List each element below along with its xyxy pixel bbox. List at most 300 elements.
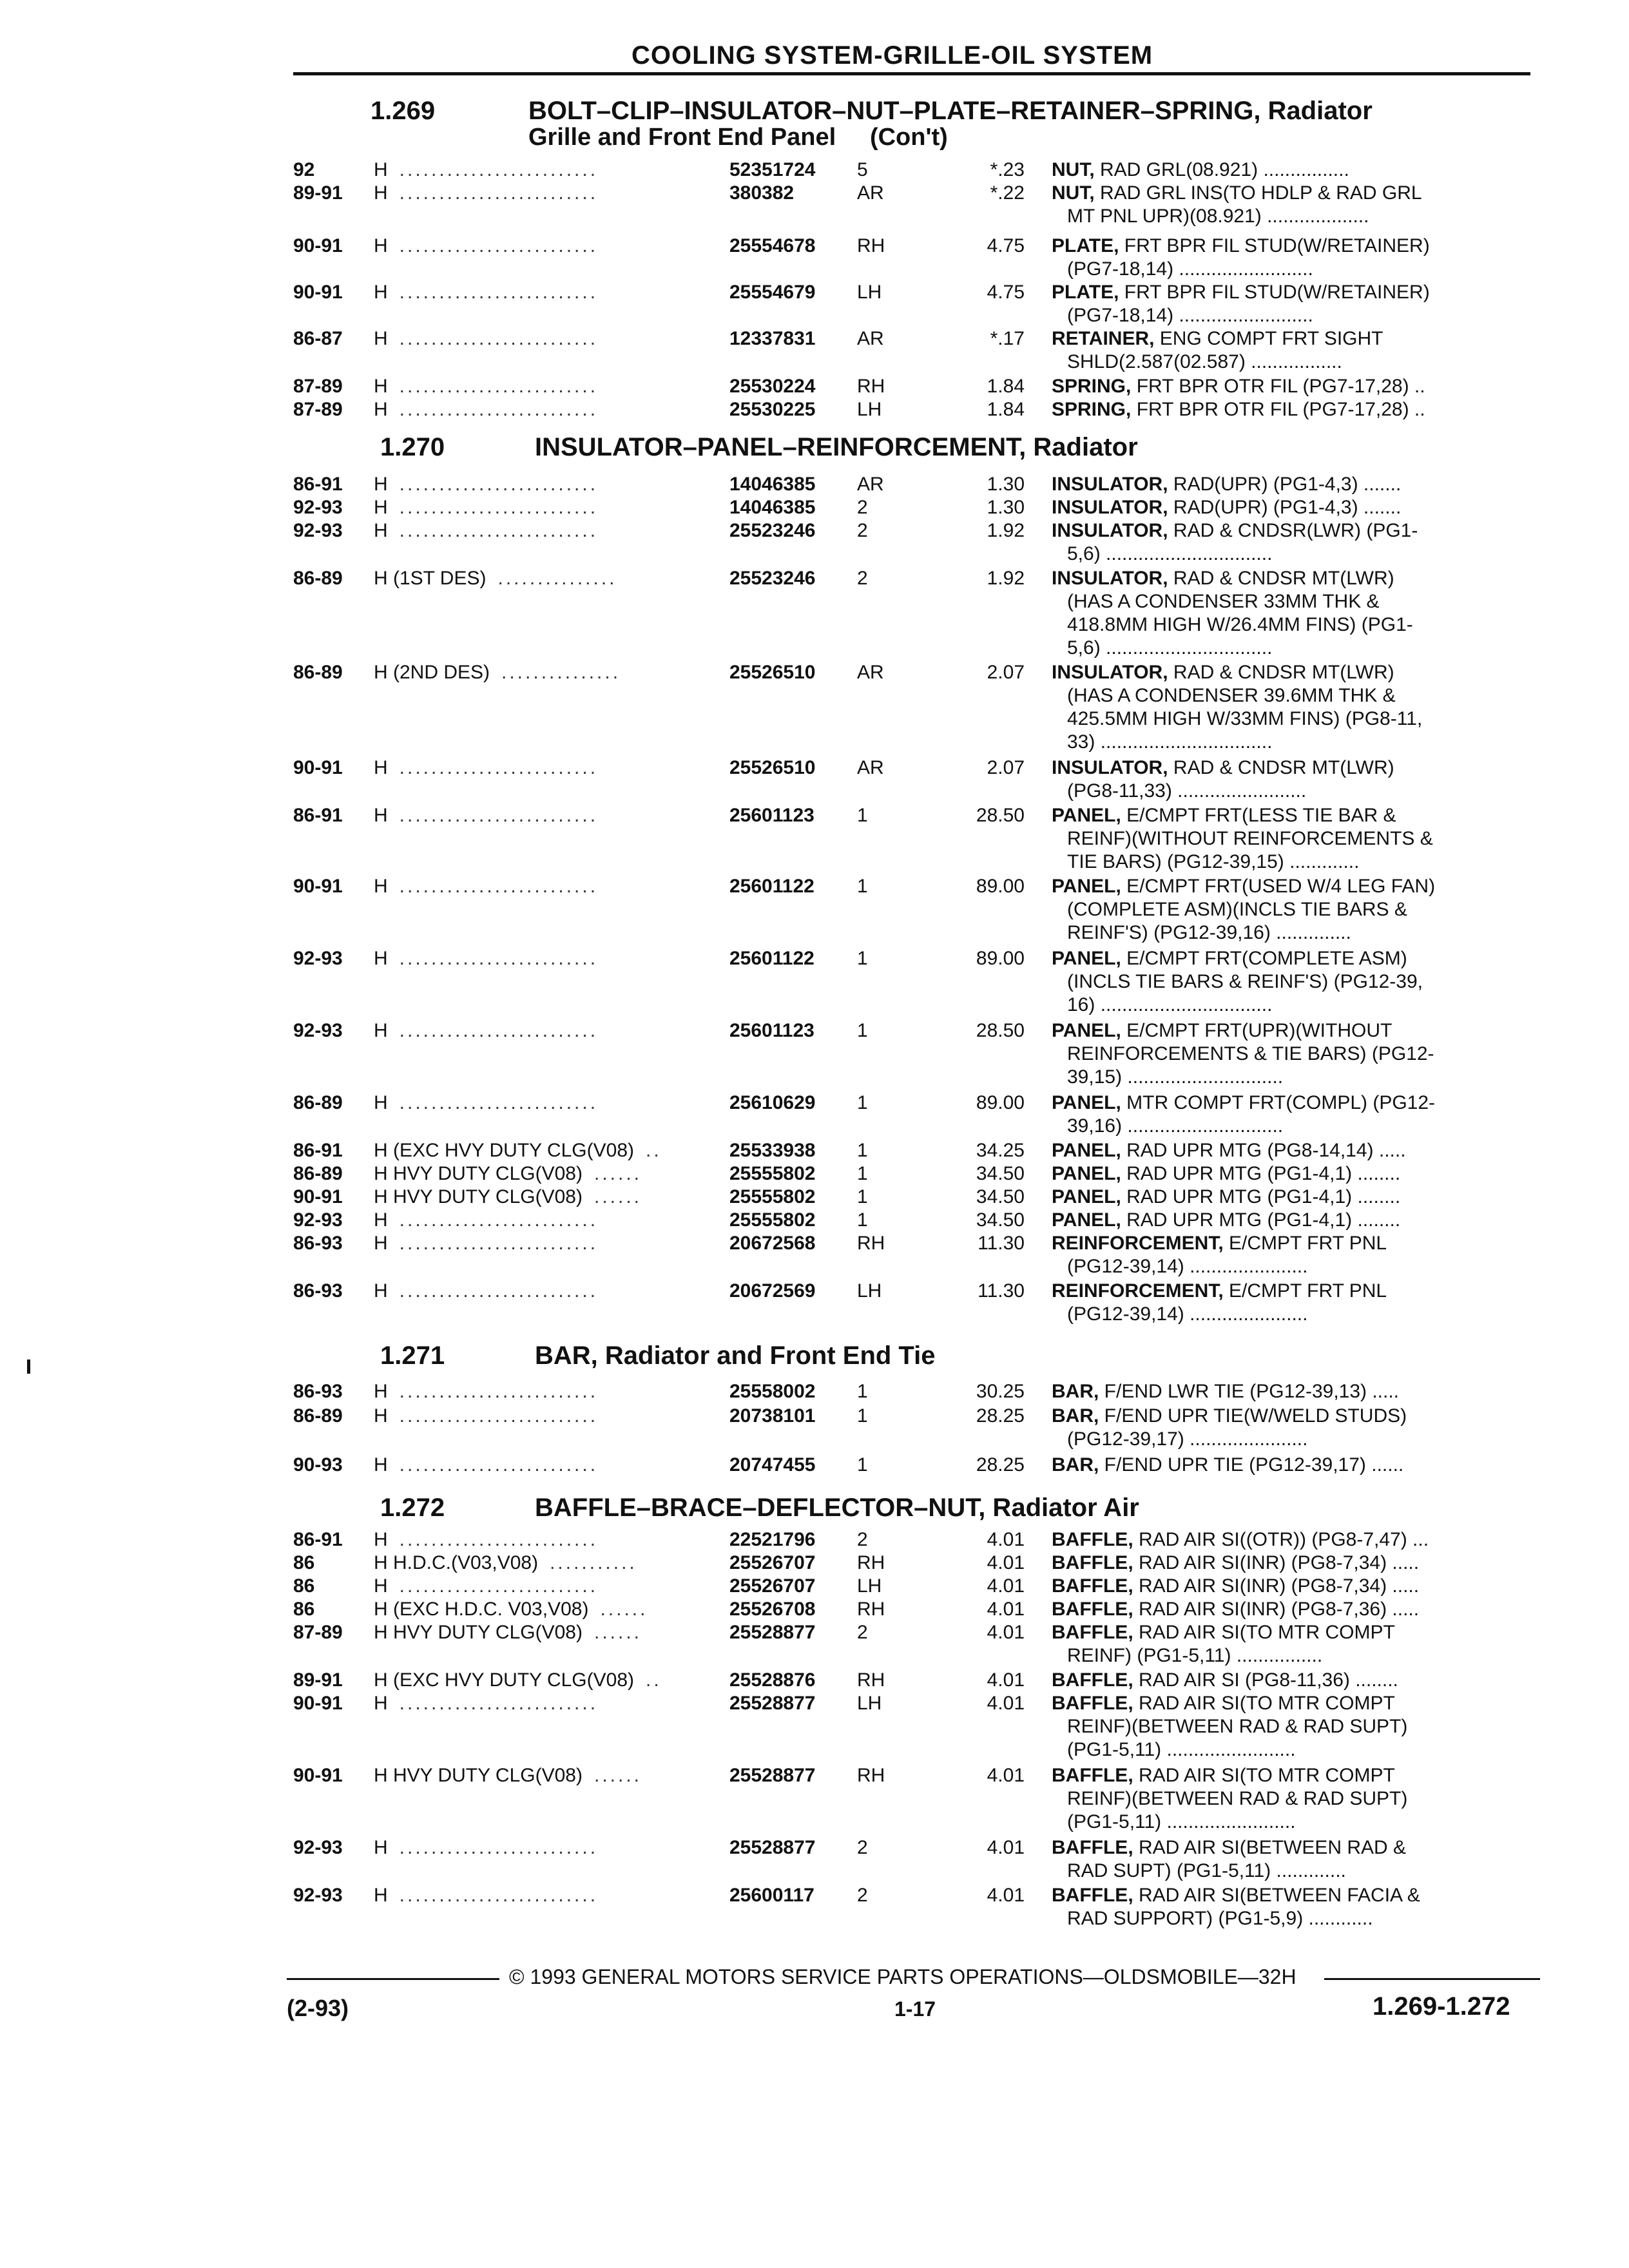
part-name: BAR, xyxy=(1052,1454,1099,1475)
price: 89.00 xyxy=(976,876,1025,897)
part-detail: RAD GRL(08.921) ................ xyxy=(1094,159,1349,180)
quantity: 1 xyxy=(857,948,868,969)
quantity: RH xyxy=(857,1599,885,1620)
part-detail: RAD AIR SI (PG8-11,36) ........ xyxy=(1133,1669,1398,1691)
model-year: 86 xyxy=(293,1552,315,1573)
part-detail: F/END LWR TIE (PG12-39,13) ..... xyxy=(1099,1381,1400,1402)
part-number: 20672569 xyxy=(729,1280,816,1302)
model-year: 90-91 xyxy=(293,282,343,303)
body-style: H HVY DUTY CLG(V08) xyxy=(374,1765,583,1786)
quantity: 1 xyxy=(857,1186,868,1207)
model-year: 86 xyxy=(293,1575,315,1597)
model-year: 92-93 xyxy=(293,1020,343,1041)
price: 4.01 xyxy=(987,1552,1025,1573)
part-detail: RAD AIR SI(INR) (PG8-7,34) ..... xyxy=(1133,1575,1420,1597)
body-style: H (1ST DES) xyxy=(374,568,487,589)
part-name: BAFFLE, xyxy=(1052,1599,1133,1620)
model-year: 86-89 xyxy=(293,1092,343,1113)
part-number: 25528877 xyxy=(729,1693,816,1714)
price: 34.50 xyxy=(976,1163,1025,1184)
body-style: H xyxy=(374,1837,388,1858)
part-name: PLATE, xyxy=(1052,282,1119,303)
leader-dots: ......................... xyxy=(399,1092,599,1113)
description-continuation: (INCLS TIE BARS & REINF'S) (PG12-39, xyxy=(1067,971,1423,992)
leader-dots: ......................... xyxy=(399,282,599,303)
quantity: 2 xyxy=(857,568,868,589)
part-description xyxy=(1052,804,1396,827)
part-name: INSULATOR, xyxy=(1052,474,1168,495)
leader-dots: ...... xyxy=(593,1163,642,1184)
section-title: BOLT–CLIP–INSULATOR–NUT–PLATE–RETAINER–SPRING, Radiator xyxy=(528,97,1373,125)
quantity: 1 xyxy=(857,1020,868,1041)
leader-dots: ...... xyxy=(593,1186,642,1207)
part-description xyxy=(1052,235,1430,258)
body-style: H xyxy=(374,757,388,778)
description-continuation: REINF'S) (PG12-39,16) .............. xyxy=(1067,922,1351,943)
part-name: PANEL, xyxy=(1052,1163,1121,1184)
price: 4.01 xyxy=(987,1575,1025,1597)
price: *.17 xyxy=(990,328,1025,349)
price: 30.25 xyxy=(976,1381,1025,1402)
leader-dots: ...... xyxy=(593,1622,642,1643)
part-number: 25523246 xyxy=(729,568,816,589)
part-name: PANEL, xyxy=(1052,1020,1121,1041)
body-style: H xyxy=(374,182,388,204)
part-name: SPRING, xyxy=(1052,376,1132,397)
leader-dots: ......................... xyxy=(399,474,599,495)
model-year: 89-91 xyxy=(293,1669,343,1691)
body-style: H xyxy=(374,1885,388,1906)
leader-dots: ......................... xyxy=(399,235,599,256)
footer-date: (2-93) xyxy=(287,1995,349,2021)
part-description xyxy=(1052,1598,1419,1621)
model-year: 92-93 xyxy=(293,1885,343,1906)
part-number: 52351724 xyxy=(729,159,816,180)
part-detail: RAD GRL INS(TO HDLP & RAD GRL xyxy=(1094,182,1422,204)
description-continuation: 5,6) ............................... xyxy=(1067,543,1273,564)
quantity: AR xyxy=(857,757,884,778)
model-year: 90-91 xyxy=(293,876,343,897)
part-number: 25601123 xyxy=(729,1020,815,1041)
quantity: RH xyxy=(857,376,885,397)
model-year: 90-93 xyxy=(293,1454,343,1475)
part-detail: E/CMPT FRT(COMPLETE ASM) xyxy=(1121,948,1407,969)
part-detail: E/CMPT FRT PNL xyxy=(1223,1280,1387,1302)
part-detail: E/CMPT FRT PNL xyxy=(1223,1233,1387,1254)
price: 89.00 xyxy=(976,1092,1025,1113)
quantity: RH xyxy=(857,1233,885,1254)
part-description xyxy=(1052,1692,1395,1715)
price: 1.92 xyxy=(987,520,1025,541)
part-description xyxy=(1052,1528,1429,1552)
body-style: H xyxy=(374,1454,388,1475)
body-style: H HVY DUTY CLG(V08) xyxy=(374,1622,583,1643)
part-detail: FRT BPR FIL STUD(W/RETAINER) xyxy=(1119,282,1430,303)
part-description xyxy=(1052,473,1401,496)
price: 2.07 xyxy=(987,757,1025,778)
leader-dots: ......................... xyxy=(399,182,599,204)
body-style: H (EXC H.D.C. V03,V08) xyxy=(374,1599,589,1620)
description-continuation: 425.5MM HIGH W/33MM FINS) (PG8-11, xyxy=(1067,708,1423,729)
description-continuation: REINF)(WITHOUT REINFORCEMENTS & xyxy=(1067,828,1433,849)
part-description xyxy=(1052,1621,1395,1644)
part-detail: RAD AIR SI(INR) (PG8-7,34) ..... xyxy=(1133,1552,1420,1573)
model-year: 86-89 xyxy=(293,568,343,589)
part-name: PANEL, xyxy=(1052,948,1121,969)
part-detail: RAD AIR SI(TO MTR COMPT xyxy=(1133,1765,1395,1786)
part-name: RETAINER, xyxy=(1052,328,1155,349)
part-description xyxy=(1052,496,1401,519)
part-description xyxy=(1052,567,1394,590)
part-description xyxy=(1052,1552,1419,1575)
price: 4.01 xyxy=(987,1669,1025,1691)
leader-dots: ......................... xyxy=(399,159,599,180)
model-year: 86-91 xyxy=(293,805,343,826)
quantity: RH xyxy=(857,1765,885,1786)
leader-dots: ......................... xyxy=(399,520,599,541)
part-name: BAFFLE, xyxy=(1052,1693,1133,1714)
part-description xyxy=(1052,1764,1395,1787)
leader-dots: ......................... xyxy=(399,805,599,826)
part-detail: FRT BPR OTR FIL (PG7-17,28) .. xyxy=(1131,399,1425,420)
model-year: 90-91 xyxy=(293,1693,343,1714)
part-name: SPRING, xyxy=(1052,399,1132,420)
leader-dots: ......................... xyxy=(399,497,599,518)
part-description xyxy=(1052,1380,1399,1403)
leader-dots: ......................... xyxy=(399,1280,599,1302)
section-number: 1.270 xyxy=(380,433,445,461)
model-year: 92-93 xyxy=(293,948,343,969)
description-continuation: RAD SUPT) (PG1-5,11) ............. xyxy=(1067,1860,1346,1881)
part-detail: F/END UPR TIE(W/WELD STUDS) xyxy=(1099,1405,1407,1427)
body-style: H xyxy=(374,1280,388,1302)
part-name: BAFFLE, xyxy=(1052,1765,1133,1786)
part-number: 25554678 xyxy=(729,235,816,256)
part-number: 25526707 xyxy=(729,1575,816,1597)
quantity: AR xyxy=(857,182,884,204)
part-detail: E/CMPT FRT(USED W/4 LEG FAN) xyxy=(1121,876,1436,897)
part-detail: RAD AIR SI(BETWEEN FACIA & xyxy=(1133,1885,1420,1906)
description-continuation: 33) ................................ xyxy=(1067,731,1273,753)
part-detail: RAD & CNDSR(LWR) (PG1- xyxy=(1168,520,1418,541)
price: 11.30 xyxy=(978,1280,1025,1302)
part-description xyxy=(1052,756,1394,780)
part-number: 380382 xyxy=(729,182,795,204)
part-number: 25555802 xyxy=(729,1209,816,1231)
description-continuation: (PG12-39,14) ...................... xyxy=(1067,1303,1308,1325)
part-number: 25523246 xyxy=(729,520,816,541)
part-name: INSULATOR, xyxy=(1052,520,1168,541)
price: 4.75 xyxy=(987,235,1025,256)
price: 89.00 xyxy=(976,948,1025,969)
model-year: 92-93 xyxy=(293,1209,343,1231)
body-style: H xyxy=(374,282,388,303)
part-name: BAFFLE, xyxy=(1052,1575,1133,1597)
body-style: H HVY DUTY CLG(V08) xyxy=(374,1186,583,1207)
price: 4.01 xyxy=(987,1693,1025,1714)
part-description xyxy=(1052,1232,1387,1255)
description-continuation: SHLD(2.587(02.587) ................. xyxy=(1067,351,1342,372)
description-continuation: TIE BARS) (PG12-39,15) ............. xyxy=(1067,851,1360,872)
body-style: H xyxy=(374,159,388,180)
part-detail: RAD AIR SI((OTR)) (PG8-7,47) ... xyxy=(1133,1529,1429,1550)
leader-dots: ......................... xyxy=(399,1233,599,1254)
leader-dots: ........... xyxy=(550,1552,637,1573)
part-description xyxy=(1052,661,1394,684)
model-year: 86-91 xyxy=(293,1140,343,1161)
body-style: H xyxy=(374,1405,388,1427)
price: 28.25 xyxy=(976,1405,1025,1427)
body-style: H xyxy=(374,1381,388,1402)
leader-dots: ...... xyxy=(600,1599,648,1620)
leader-dots: ......................... xyxy=(399,948,599,969)
part-description xyxy=(1052,1162,1400,1186)
part-number: 14046385 xyxy=(729,474,816,495)
part-description xyxy=(1052,1209,1400,1232)
section-subtitle: Grille and Front End Panel (Con't) xyxy=(528,124,948,151)
part-detail: F/END UPR TIE (PG12-39,17) ...... xyxy=(1099,1454,1404,1475)
part-detail: RAD & CNDSR MT(LWR) xyxy=(1168,568,1394,589)
quantity: AR xyxy=(857,474,884,495)
part-number: 25533938 xyxy=(729,1140,816,1161)
part-number: 25530224 xyxy=(729,376,816,397)
description-continuation: RAD SUPPORT) (PG1-5,9) ............ xyxy=(1067,1908,1373,1929)
part-number: 25530225 xyxy=(729,399,816,420)
leader-dots: ............... xyxy=(501,662,621,683)
body-style: H xyxy=(374,328,388,349)
quantity: 2 xyxy=(857,1885,868,1906)
description-continuation: (PG7-18,14) ......................... xyxy=(1067,258,1313,280)
part-number: 14046385 xyxy=(729,497,816,518)
model-year: 92-93 xyxy=(293,520,343,541)
quantity: 2 xyxy=(857,1622,868,1643)
price: 28.50 xyxy=(976,805,1025,826)
part-name: INSULATOR, xyxy=(1052,757,1168,778)
part-name: INSULATOR, xyxy=(1052,497,1168,518)
description-continuation: REINF)(BETWEEN RAD & RAD SUPT) xyxy=(1067,1716,1408,1737)
model-year: 90-91 xyxy=(293,235,343,256)
body-style: H xyxy=(374,376,388,397)
price: 1.92 xyxy=(987,568,1025,589)
part-detail: RAD UPR MTG (PG1-4,1) ........ xyxy=(1121,1186,1401,1207)
footer-section-range: 1.269-1.272 xyxy=(1373,1992,1510,2021)
part-description xyxy=(1052,1139,1406,1162)
model-year: 86-93 xyxy=(293,1280,343,1302)
body-style: H xyxy=(374,1233,388,1254)
description-continuation: REINF) (PG1-5,11) ................ xyxy=(1067,1645,1323,1666)
quantity: AR xyxy=(857,662,884,683)
part-number: 25558002 xyxy=(729,1381,816,1402)
price: 4.01 xyxy=(987,1529,1025,1550)
body-style: H xyxy=(374,805,388,826)
body-style: H (EXC HVY DUTY CLG(V08) xyxy=(374,1669,634,1691)
quantity: 1 xyxy=(857,1405,868,1427)
description-continuation: (COMPLETE ASM)(INCLS TIE BARS & xyxy=(1067,899,1407,920)
description-continuation: (PG12-39,17) ...................... xyxy=(1067,1428,1308,1450)
part-name: BAFFLE, xyxy=(1052,1529,1133,1550)
leader-dots: .. xyxy=(646,1140,662,1161)
part-number: 25526510 xyxy=(729,662,816,683)
part-number: 20738101 xyxy=(729,1405,816,1427)
body-style: H xyxy=(374,1020,388,1041)
part-number: 25601122 xyxy=(729,876,815,897)
model-year: 89-91 xyxy=(293,182,343,204)
section-title: INSULATOR–PANEL–REINFORCEMENT, Radiator xyxy=(535,433,1138,461)
model-year: 86-89 xyxy=(293,662,343,683)
leader-dots: ......................... xyxy=(399,399,599,420)
part-description xyxy=(1052,1454,1403,1477)
model-year: 87-89 xyxy=(293,399,343,420)
part-number: 25554679 xyxy=(729,282,816,303)
part-description xyxy=(1052,1884,1420,1907)
price: 34.25 xyxy=(976,1140,1025,1161)
section-title: BAR, Radiator and Front End Tie xyxy=(535,1341,936,1370)
part-detail: RAD AIR SI(BETWEEN RAD & xyxy=(1133,1837,1407,1858)
part-number: 25555802 xyxy=(729,1186,816,1207)
page-header-title: COOLING SYSTEM-GRILLE-OIL SYSTEM xyxy=(631,41,1153,70)
part-number: 22521796 xyxy=(729,1529,816,1550)
quantity: RH xyxy=(857,1552,885,1573)
part-number: 20672568 xyxy=(729,1233,816,1254)
leader-dots: ......................... xyxy=(399,376,599,397)
price: 4.01 xyxy=(987,1885,1025,1906)
price: 34.50 xyxy=(976,1186,1025,1207)
price: 1.30 xyxy=(987,497,1025,518)
leader-dots: ............... xyxy=(497,568,617,589)
price: 4.01 xyxy=(987,1599,1025,1620)
quantity: LH xyxy=(857,1280,882,1302)
part-detail: RAD AIR SI(TO MTR COMPT xyxy=(1133,1693,1395,1714)
price: *.22 xyxy=(990,182,1025,204)
quantity: 2 xyxy=(857,497,868,518)
price: 1.30 xyxy=(987,474,1025,495)
footer-copyright: © 1993 GENERAL MOTORS SERVICE PARTS OPERATIONS—OLDSMOBILE—32H xyxy=(509,1965,1296,1988)
quantity: LH xyxy=(857,399,882,420)
model-year: 86-93 xyxy=(293,1381,343,1402)
part-detail: RAD(UPR) (PG1-4,3) ....... xyxy=(1168,474,1402,495)
footer-rule-left xyxy=(287,1978,499,1980)
part-number: 20747455 xyxy=(729,1454,816,1475)
part-name: PLATE, xyxy=(1052,235,1119,256)
part-detail: RAD UPR MTG (PG1-4,1) ........ xyxy=(1121,1163,1401,1184)
description-continuation: (PG1-5,11) ........................ xyxy=(1067,1739,1296,1760)
quantity: LH xyxy=(857,282,882,303)
leader-dots: ......................... xyxy=(399,1575,599,1597)
description-continuation: 5,6) ............................... xyxy=(1067,637,1273,658)
price: 2.07 xyxy=(987,662,1025,683)
price: 4.01 xyxy=(987,1765,1025,1786)
part-name: PANEL, xyxy=(1052,1140,1121,1161)
part-name: BAFFLE, xyxy=(1052,1669,1133,1691)
part-detail: RAD & CNDSR MT(LWR) xyxy=(1168,662,1394,683)
quantity: 1 xyxy=(857,1209,868,1231)
part-name: BAFFLE, xyxy=(1052,1885,1133,1906)
quantity: 1 xyxy=(857,1163,868,1184)
part-name: NUT, xyxy=(1052,182,1095,204)
section-number: 1.269 xyxy=(371,97,436,125)
quantity: 5 xyxy=(857,159,868,180)
model-year: 86-89 xyxy=(293,1163,343,1184)
price: 4.75 xyxy=(987,282,1025,303)
part-description xyxy=(1052,375,1425,398)
body-style: H (EXC HVY DUTY CLG(V08) xyxy=(374,1140,634,1161)
quantity: 1 xyxy=(857,1381,868,1402)
part-description xyxy=(1052,1836,1406,1860)
quantity: 2 xyxy=(857,1529,868,1550)
part-description xyxy=(1052,1669,1398,1692)
quantity: AR xyxy=(857,328,884,349)
part-description xyxy=(1052,947,1407,970)
part-detail: RAD UPR MTG (PG8-14,14) ..... xyxy=(1121,1140,1406,1161)
header-rule xyxy=(293,72,1530,75)
part-name: PANEL, xyxy=(1052,876,1121,897)
price: 1.84 xyxy=(987,376,1025,397)
leader-dots: ......................... xyxy=(399,1381,599,1402)
part-number: 25526510 xyxy=(729,757,816,778)
part-description xyxy=(1052,159,1349,182)
leader-dots: ......................... xyxy=(399,1885,599,1906)
part-description xyxy=(1052,1186,1400,1209)
description-continuation: MT PNL UPR)(08.921) ................... xyxy=(1067,206,1369,227)
description-continuation: 16) ................................ xyxy=(1067,994,1273,1015)
body-style: H xyxy=(374,1693,388,1714)
price: 28.25 xyxy=(976,1454,1025,1475)
quantity: 1 xyxy=(857,805,868,826)
part-detail: RAD AIR SI(TO MTR COMPT xyxy=(1133,1622,1395,1643)
part-detail: E/CMPT FRT(UPR)(WITHOUT xyxy=(1121,1020,1393,1041)
leader-dots: ......................... xyxy=(399,1454,599,1475)
body-style: H xyxy=(374,1092,388,1113)
body-style: H xyxy=(374,474,388,495)
part-name: BAFFLE, xyxy=(1052,1622,1133,1643)
quantity: LH xyxy=(857,1693,882,1714)
footer-page-number: 1-17 xyxy=(894,1997,936,2021)
price: *.23 xyxy=(990,159,1025,180)
body-style: H xyxy=(374,1529,388,1550)
part-name: PANEL, xyxy=(1052,805,1121,826)
leader-dots: ...... xyxy=(593,1765,642,1786)
body-style: H xyxy=(374,235,388,256)
leader-dots: ......................... xyxy=(399,876,599,897)
part-description xyxy=(1052,519,1418,543)
body-style: H xyxy=(374,1575,388,1597)
body-style: H xyxy=(374,520,388,541)
model-year: 86-91 xyxy=(293,1529,343,1550)
leader-dots: ......................... xyxy=(399,1693,599,1714)
description-continuation: (PG7-18,14) ......................... xyxy=(1067,305,1313,326)
description-continuation: 418.8MM HIGH W/26.4MM FINS) (PG1- xyxy=(1067,614,1413,635)
part-description xyxy=(1052,281,1430,304)
price: 11.30 xyxy=(978,1233,1025,1254)
part-description xyxy=(1052,182,1422,205)
quantity: 2 xyxy=(857,520,868,541)
part-name: REINFORCEMENT, xyxy=(1052,1280,1224,1302)
part-name: PANEL, xyxy=(1052,1092,1121,1113)
body-style: H xyxy=(374,876,388,897)
section-number: 1.271 xyxy=(380,1341,445,1370)
part-number: 25528877 xyxy=(729,1837,816,1858)
part-description xyxy=(1052,327,1383,351)
leader-dots: ......................... xyxy=(399,1020,599,1041)
body-style: H HVY DUTY CLG(V08) xyxy=(374,1163,583,1184)
section-title: BAFFLE–BRACE–DEFLECTOR–NUT, Radiator Air xyxy=(535,1494,1139,1522)
leader-dots: ......................... xyxy=(399,1209,599,1231)
leader-dots: ......................... xyxy=(399,328,599,349)
part-description xyxy=(1052,1280,1387,1303)
price: 34.50 xyxy=(976,1209,1025,1231)
part-name: INSULATOR, xyxy=(1052,662,1168,683)
part-description xyxy=(1052,1019,1392,1043)
